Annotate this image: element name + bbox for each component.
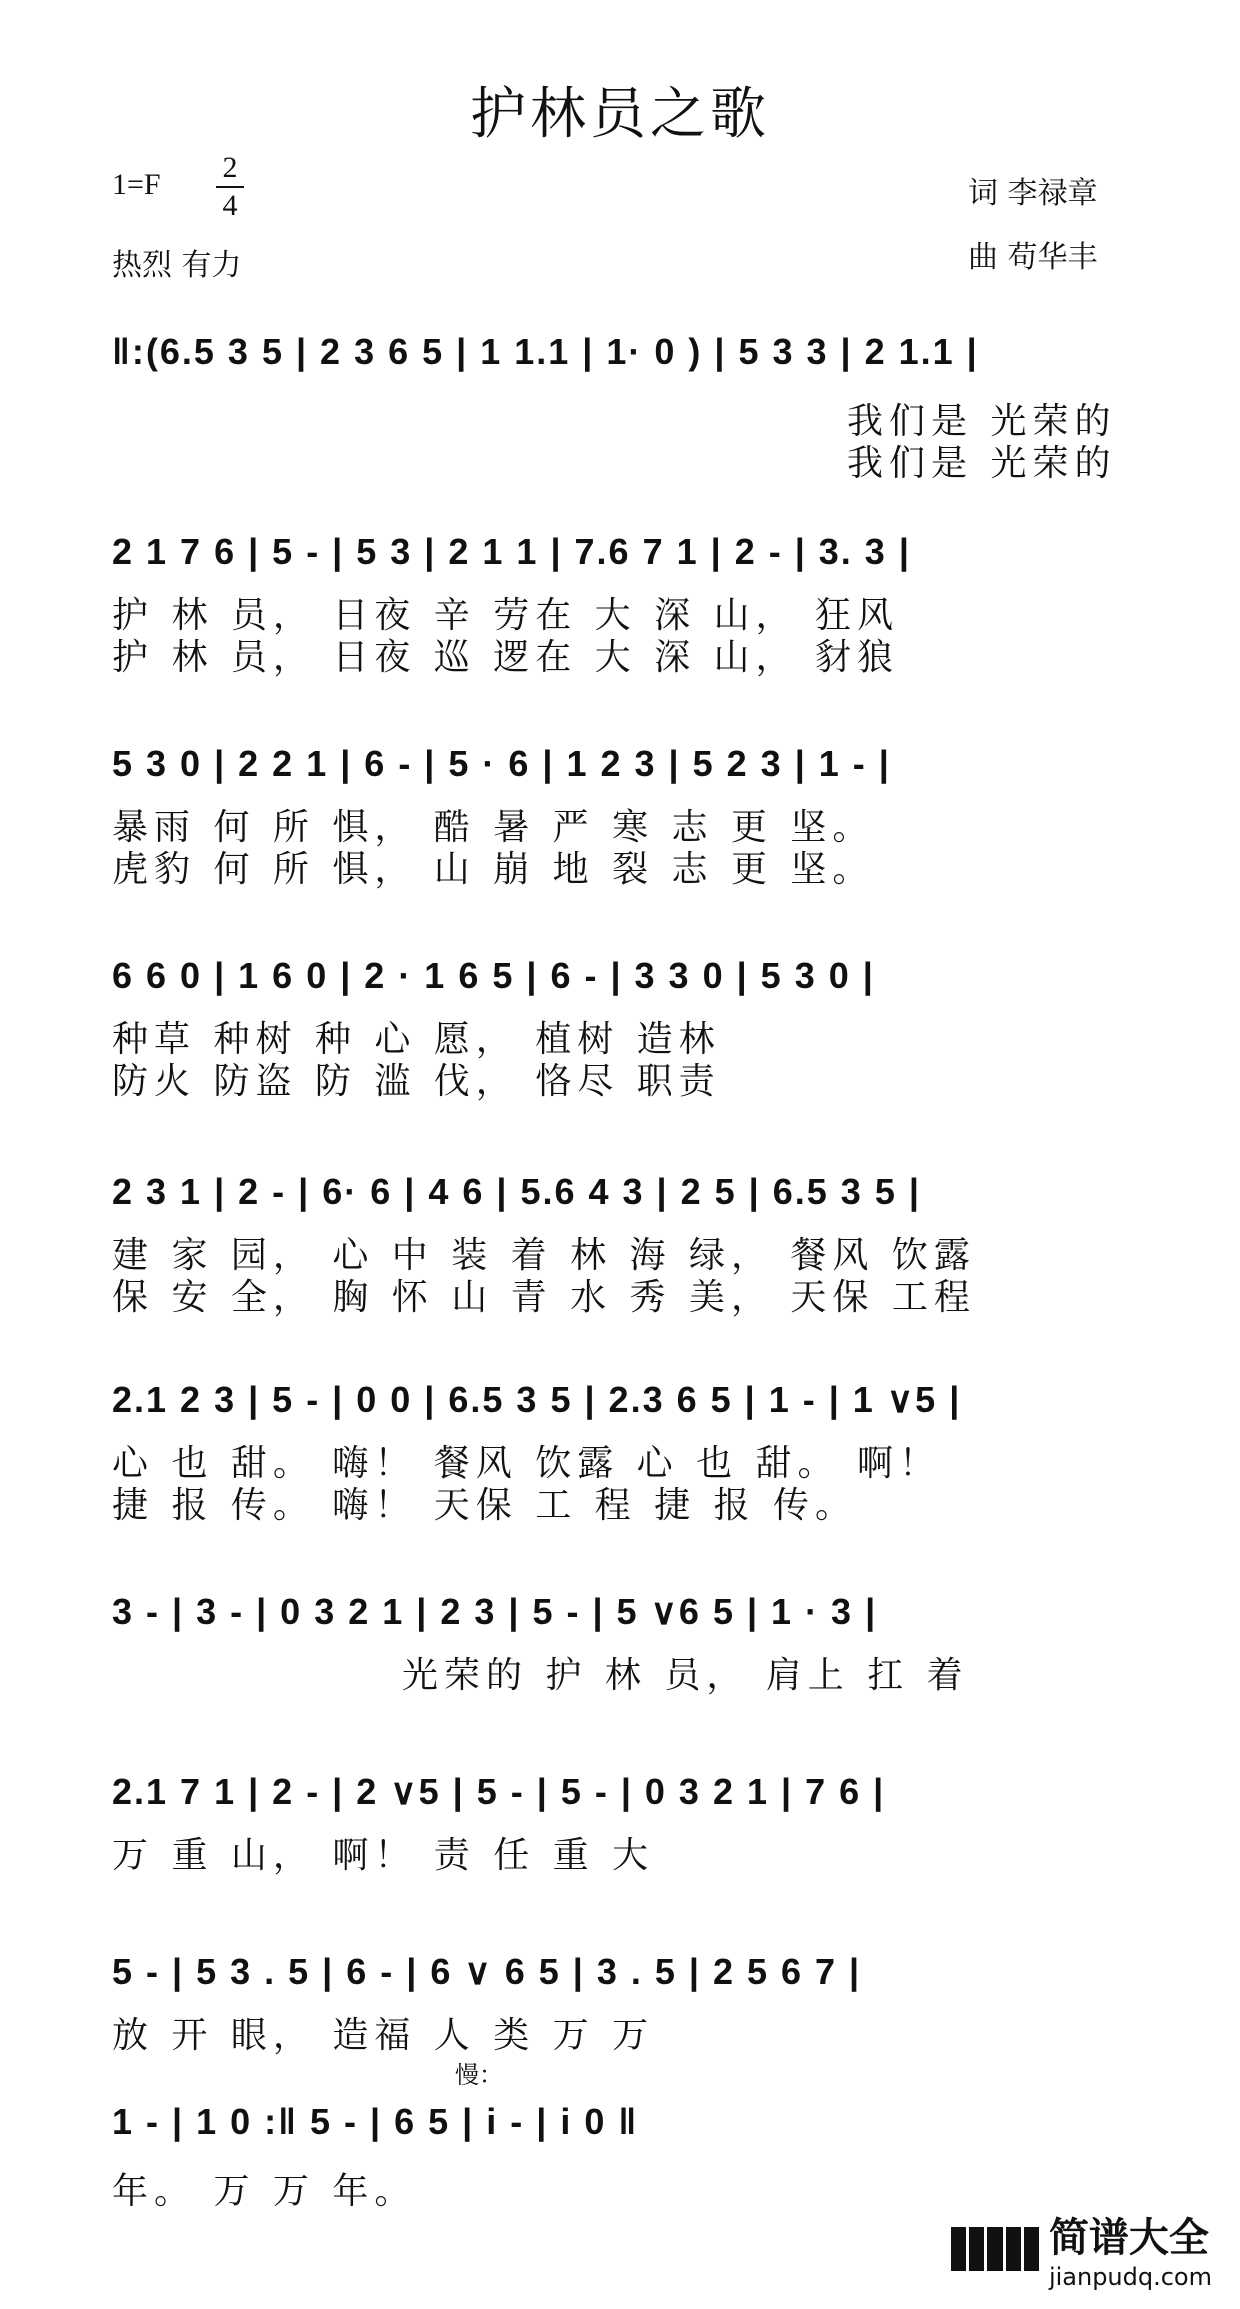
notation-line: 5 3 0 | 2 2 1 | 6 - | 5 · 6 | 1 2 3 | 5 2 3 | 1 - | (112, 743, 891, 784)
lyric-verse-1: 心 也 甜。 嗨！ 餐风 饮露 心 也 甜。 啊！ (112, 1443, 941, 1484)
lyric-verse-1: 放 开 眼， 造福 人 类 万 万 (112, 2015, 655, 2056)
lyricist-credit: 词 李禄章 (968, 176, 1098, 211)
lyric-verse-1: 种草 种树 种 心 愿， 植树 造林 (112, 1019, 721, 1060)
notation-line: ‖:(6.5 3 5 | 2 3 6 5 | 1 1.1 | 1· 0 ) | 5 3 3 | 2 1.1 | (112, 331, 979, 372)
lyric-verse-1: 年。 万 万 年。 (112, 2171, 417, 2212)
tempo-marking: 热烈 有力 (112, 248, 242, 283)
time-signature (212, 150, 248, 224)
lyric-verse-2: 保 安 全， 胸 怀 山 青 水 秀 美， 天保 工程 (112, 1277, 976, 1318)
lyric-verse-1: 暴雨 何 所 惧， 酷 暑 严 寒 志 更 坚。 (112, 807, 875, 848)
notation-line: 2 1 7 6 | 5 - | 5 3 | 2 1 1 | 7.6 7 1 | 2 - | 3. 3 | (112, 531, 911, 572)
lyric-verse-1: 万 重 山， 啊！ 责 任 重 大 (112, 1835, 655, 1876)
lyric-verse-1: 建 家 园， 心 中 装 着 林 海 绿， 餐风 饮露 (112, 1235, 976, 1276)
notation-line: 3 - | 3 - | 0 3 2 1 | 2 3 | 5 - | 5 ∨6 5 | 1 · 3 | (112, 1591, 878, 1632)
brand-url: jianpudq.com (1048, 2263, 1212, 2291)
lyric-verse-2: 我们是 光荣的 (847, 443, 1117, 484)
notation-line: 2.1 7 1 | 2 - | 2 ∨5 | 5 - | 5 - | 0 3 2 1 | 7 6 | (112, 1771, 886, 1812)
time-top: 2 (222, 151, 238, 184)
lyric-verse-2: 护 林 员， 日夜 巡 逻在 大 深 山， 豺狼 (112, 637, 899, 678)
time-bar (216, 186, 244, 188)
site-logo (951, 2206, 1212, 2291)
notation-line: 5 - | 5 3 . 5 | 6 - | 6 ∨ 6 5 | 3 . 5 | 2 5 6 7 | (112, 1951, 862, 1992)
lyric-verse-1: 光荣的 护 林 员， 肩上 扛 着 (402, 1655, 969, 1696)
composer-credit: 曲 苟华丰 (968, 240, 1098, 275)
key-signature: 1=F (112, 168, 161, 201)
notation-line: 1 - | 1 0 :‖ 5 - | 6 5 | i - | i 0 ‖ (112, 2101, 639, 2142)
lyric-verse-1: 护 林 员， 日夜 辛 劳在 大 深 山， 狂风 (112, 595, 899, 636)
time-bottom: 4 (222, 189, 238, 222)
brand-name: 简谱大全 (1048, 2215, 1209, 2261)
lyric-verse-2: 防火 防盗 防 滥 伐， 恪尽 职责 (112, 1061, 721, 1102)
lyric-verse-2: 捷 报 传。 嗨！ 天保 工 程 捷 报 传。 (112, 1485, 857, 1526)
lyric-verse-1: 我们是 光荣的 (847, 401, 1117, 442)
song-title: 护林员之歌 (470, 82, 770, 147)
notation-line: 2 3 1 | 2 - | 6· 6 | 4 6 | 5.6 4 3 | 2 5 | 6.5 3 5 | (112, 1171, 921, 1212)
notation-line: 6 6 0 | 1 6 0 | 2 · 1 6 5 | 6 - | 3 3 0 | 5 3 0 | (112, 955, 875, 996)
lyric-verse-2: 虎豹 何 所 惧， 山 崩 地 裂 志 更 坚。 (112, 849, 875, 890)
piano-keys-icon (951, 2227, 1039, 2271)
notation-line: 2.1 2 3 | 5 - | 0 0 | 6.5 3 5 | 2.3 6 5 | 1 - | 1 ∨5 | (112, 1379, 962, 1420)
slow-tempo-mark: 慢： (455, 2061, 503, 2089)
